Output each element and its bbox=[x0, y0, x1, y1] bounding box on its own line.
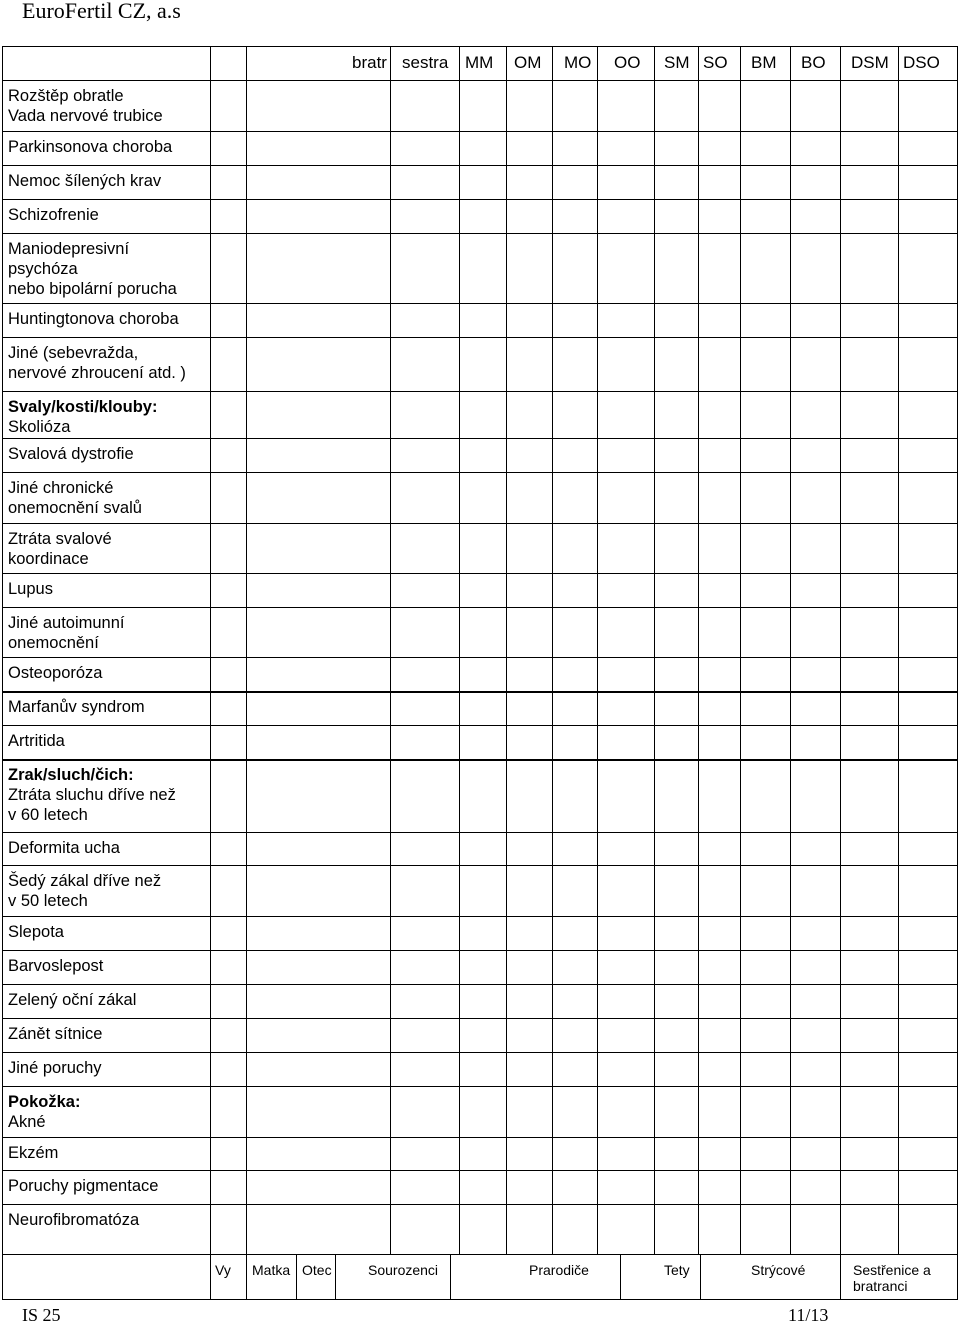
condition-label bbox=[8, 343, 186, 383]
condition-text: Schizofrenie bbox=[8, 206, 99, 224]
condition-label bbox=[8, 613, 125, 653]
condition-label bbox=[8, 1092, 80, 1132]
column-divider bbox=[246, 46, 247, 1254]
column-header-mo: MO bbox=[564, 53, 592, 72]
condition-label bbox=[8, 956, 103, 976]
condition-text: nebo bipolární porucha bbox=[8, 280, 177, 298]
column-header-bm: BM bbox=[751, 53, 777, 72]
column-header-sm: SM bbox=[664, 53, 690, 72]
condition-text: Svalová dystrofie bbox=[8, 445, 134, 463]
section-heading: Zrak/sluch/čich: bbox=[8, 766, 134, 784]
column-divider bbox=[698, 46, 699, 1254]
condition-label bbox=[8, 444, 134, 464]
column-header-oo: OO bbox=[614, 53, 641, 72]
column-divider bbox=[840, 46, 841, 1254]
row-divider bbox=[2, 916, 958, 917]
row-divider bbox=[2, 1052, 958, 1053]
row-divider bbox=[2, 165, 958, 166]
condition-text: v 50 letech bbox=[8, 892, 88, 910]
legend-item: Tety bbox=[664, 1262, 690, 1278]
condition-label bbox=[8, 731, 65, 751]
condition-text: Šedý zákal dříve než bbox=[8, 872, 162, 890]
row-divider bbox=[2, 472, 958, 473]
column-header-dsm: DSM bbox=[851, 53, 889, 72]
header-row-divider bbox=[2, 80, 958, 81]
condition-label bbox=[8, 922, 64, 942]
row-divider bbox=[2, 950, 958, 951]
legend-item: Otec bbox=[302, 1262, 332, 1278]
condition-text: koordinace bbox=[8, 550, 89, 568]
condition-text: Artritida bbox=[8, 732, 65, 750]
condition-text: psychóza bbox=[8, 260, 78, 278]
column-header-dso: DSO bbox=[903, 53, 940, 72]
legend-divider bbox=[700, 1254, 701, 1300]
condition-text: Rozštěp obratle bbox=[8, 87, 124, 105]
condition-text: nervové zhroucení atd. ) bbox=[8, 364, 186, 382]
condition-text: Jiné autoimunní bbox=[8, 614, 125, 632]
condition-text: Deformita ucha bbox=[8, 839, 120, 857]
column-divider bbox=[740, 46, 741, 1254]
condition-text: Maniodepresivní bbox=[8, 240, 130, 258]
condition-text: onemocnění svalů bbox=[8, 499, 142, 517]
condition-text: Barvoslepost bbox=[8, 957, 104, 975]
row-divider bbox=[2, 1086, 958, 1087]
column-header-sestra: sestra bbox=[402, 53, 449, 72]
column-divider bbox=[898, 46, 899, 1254]
legend-item: Strýcové bbox=[751, 1262, 806, 1278]
row-divider bbox=[2, 1170, 958, 1171]
row-divider bbox=[2, 1204, 958, 1205]
column-header-bo: BO bbox=[801, 53, 826, 72]
row-divider bbox=[2, 865, 958, 866]
row-divider bbox=[2, 233, 958, 234]
condition-text: Ekzém bbox=[8, 1144, 59, 1162]
legend-item: Matka bbox=[252, 1262, 291, 1278]
condition-label bbox=[8, 838, 120, 858]
condition-label bbox=[8, 1210, 139, 1230]
column-divider bbox=[506, 46, 507, 1254]
condition-label bbox=[8, 309, 179, 329]
column-header-so: SO bbox=[703, 53, 728, 72]
row-divider bbox=[2, 1137, 958, 1138]
condition-label bbox=[8, 871, 161, 911]
footer-page-number: 11/13 bbox=[788, 1305, 829, 1325]
footer-doc-id: IS 25 bbox=[22, 1305, 61, 1325]
legend-item: Prarodiče bbox=[529, 1262, 589, 1278]
legend-item: Vy bbox=[215, 1262, 231, 1278]
condition-text: Ztráta sluchu dříve než bbox=[8, 786, 176, 804]
condition-text: Osteoporóza bbox=[8, 664, 103, 682]
condition-text: Skolióza bbox=[8, 418, 71, 436]
row-divider bbox=[2, 691, 958, 693]
legend-item: Sourozenci bbox=[368, 1262, 439, 1278]
row-divider bbox=[2, 1018, 958, 1019]
condition-text: Huntingtonova choroba bbox=[8, 310, 179, 328]
column-divider bbox=[790, 46, 791, 1254]
column-header-bratr: bratr bbox=[352, 53, 387, 72]
condition-label bbox=[8, 529, 112, 569]
condition-text: Marfanův syndrom bbox=[8, 698, 145, 716]
condition-text: Ztráta svalové bbox=[8, 530, 112, 548]
legend-divider bbox=[210, 1254, 211, 1300]
row-divider bbox=[2, 523, 958, 524]
row-divider bbox=[2, 199, 958, 200]
column-header-om: OM bbox=[514, 53, 542, 72]
condition-label bbox=[8, 1176, 158, 1196]
condition-text: Slepota bbox=[8, 923, 64, 941]
family-history-table bbox=[2, 46, 958, 1300]
row-divider bbox=[2, 657, 958, 658]
column-divider bbox=[654, 46, 655, 1254]
condition-label bbox=[8, 171, 161, 191]
condition-text: Jiné (sebevražda, bbox=[8, 344, 139, 362]
condition-text: Lupus bbox=[8, 580, 53, 598]
condition-text: Jiné poruchy bbox=[8, 1059, 102, 1077]
condition-label bbox=[8, 765, 176, 825]
company-name: EuroFertil CZ, a.s bbox=[22, 0, 181, 23]
condition-label bbox=[8, 239, 177, 299]
condition-text: v 60 letech bbox=[8, 806, 88, 824]
row-divider bbox=[2, 391, 958, 392]
condition-text: Akné bbox=[8, 1113, 46, 1131]
legend-divider bbox=[296, 1254, 297, 1300]
legend-divider bbox=[450, 1254, 451, 1300]
row-divider bbox=[2, 759, 958, 761]
condition-label bbox=[8, 697, 145, 717]
row-divider bbox=[2, 607, 958, 608]
condition-label bbox=[8, 86, 163, 126]
condition-label bbox=[8, 663, 102, 683]
condition-text: Zelený oční zákal bbox=[8, 991, 137, 1009]
legend-item: Sestřenice a bratranci bbox=[853, 1262, 931, 1294]
column-divider bbox=[552, 46, 553, 1254]
legend-divider bbox=[335, 1254, 336, 1300]
condition-label bbox=[8, 1143, 58, 1163]
column-divider bbox=[459, 46, 460, 1254]
condition-text: Vada nervové trubice bbox=[8, 107, 163, 125]
row-divider bbox=[2, 131, 958, 132]
condition-label bbox=[8, 478, 142, 518]
legend-divider bbox=[620, 1254, 621, 1300]
condition-label bbox=[8, 137, 172, 157]
row-divider bbox=[2, 725, 958, 726]
column-divider bbox=[597, 46, 598, 1254]
section-heading: Svaly/kosti/klouby: bbox=[8, 398, 158, 416]
legend-divider bbox=[246, 1254, 247, 1300]
condition-text: Zánět sítnice bbox=[8, 1025, 103, 1043]
row-divider bbox=[2, 303, 958, 304]
condition-label bbox=[8, 990, 136, 1010]
condition-text: Jiné chronické bbox=[8, 479, 114, 497]
condition-label bbox=[8, 579, 53, 599]
row-divider bbox=[2, 337, 958, 338]
condition-label bbox=[8, 397, 157, 437]
section-heading: Pokožka: bbox=[8, 1093, 81, 1111]
condition-text: Poruchy pigmentace bbox=[8, 1177, 159, 1195]
row-divider bbox=[2, 984, 958, 985]
condition-label bbox=[8, 205, 99, 225]
condition-text: Parkinsonova choroba bbox=[8, 138, 173, 156]
condition-text: Nemoc šílených krav bbox=[8, 172, 162, 190]
condition-label bbox=[8, 1058, 102, 1078]
row-divider bbox=[2, 1254, 958, 1255]
column-header-mm: MM bbox=[465, 53, 494, 72]
condition-text: onemocnění bbox=[8, 634, 99, 652]
row-divider bbox=[2, 438, 958, 439]
column-divider bbox=[210, 46, 211, 1254]
condition-label bbox=[8, 1024, 102, 1044]
condition-text: Neurofibromatóza bbox=[8, 1211, 140, 1229]
row-divider bbox=[2, 832, 958, 833]
column-divider bbox=[390, 46, 391, 1254]
row-divider bbox=[2, 573, 958, 574]
legend-divider bbox=[840, 1254, 841, 1300]
